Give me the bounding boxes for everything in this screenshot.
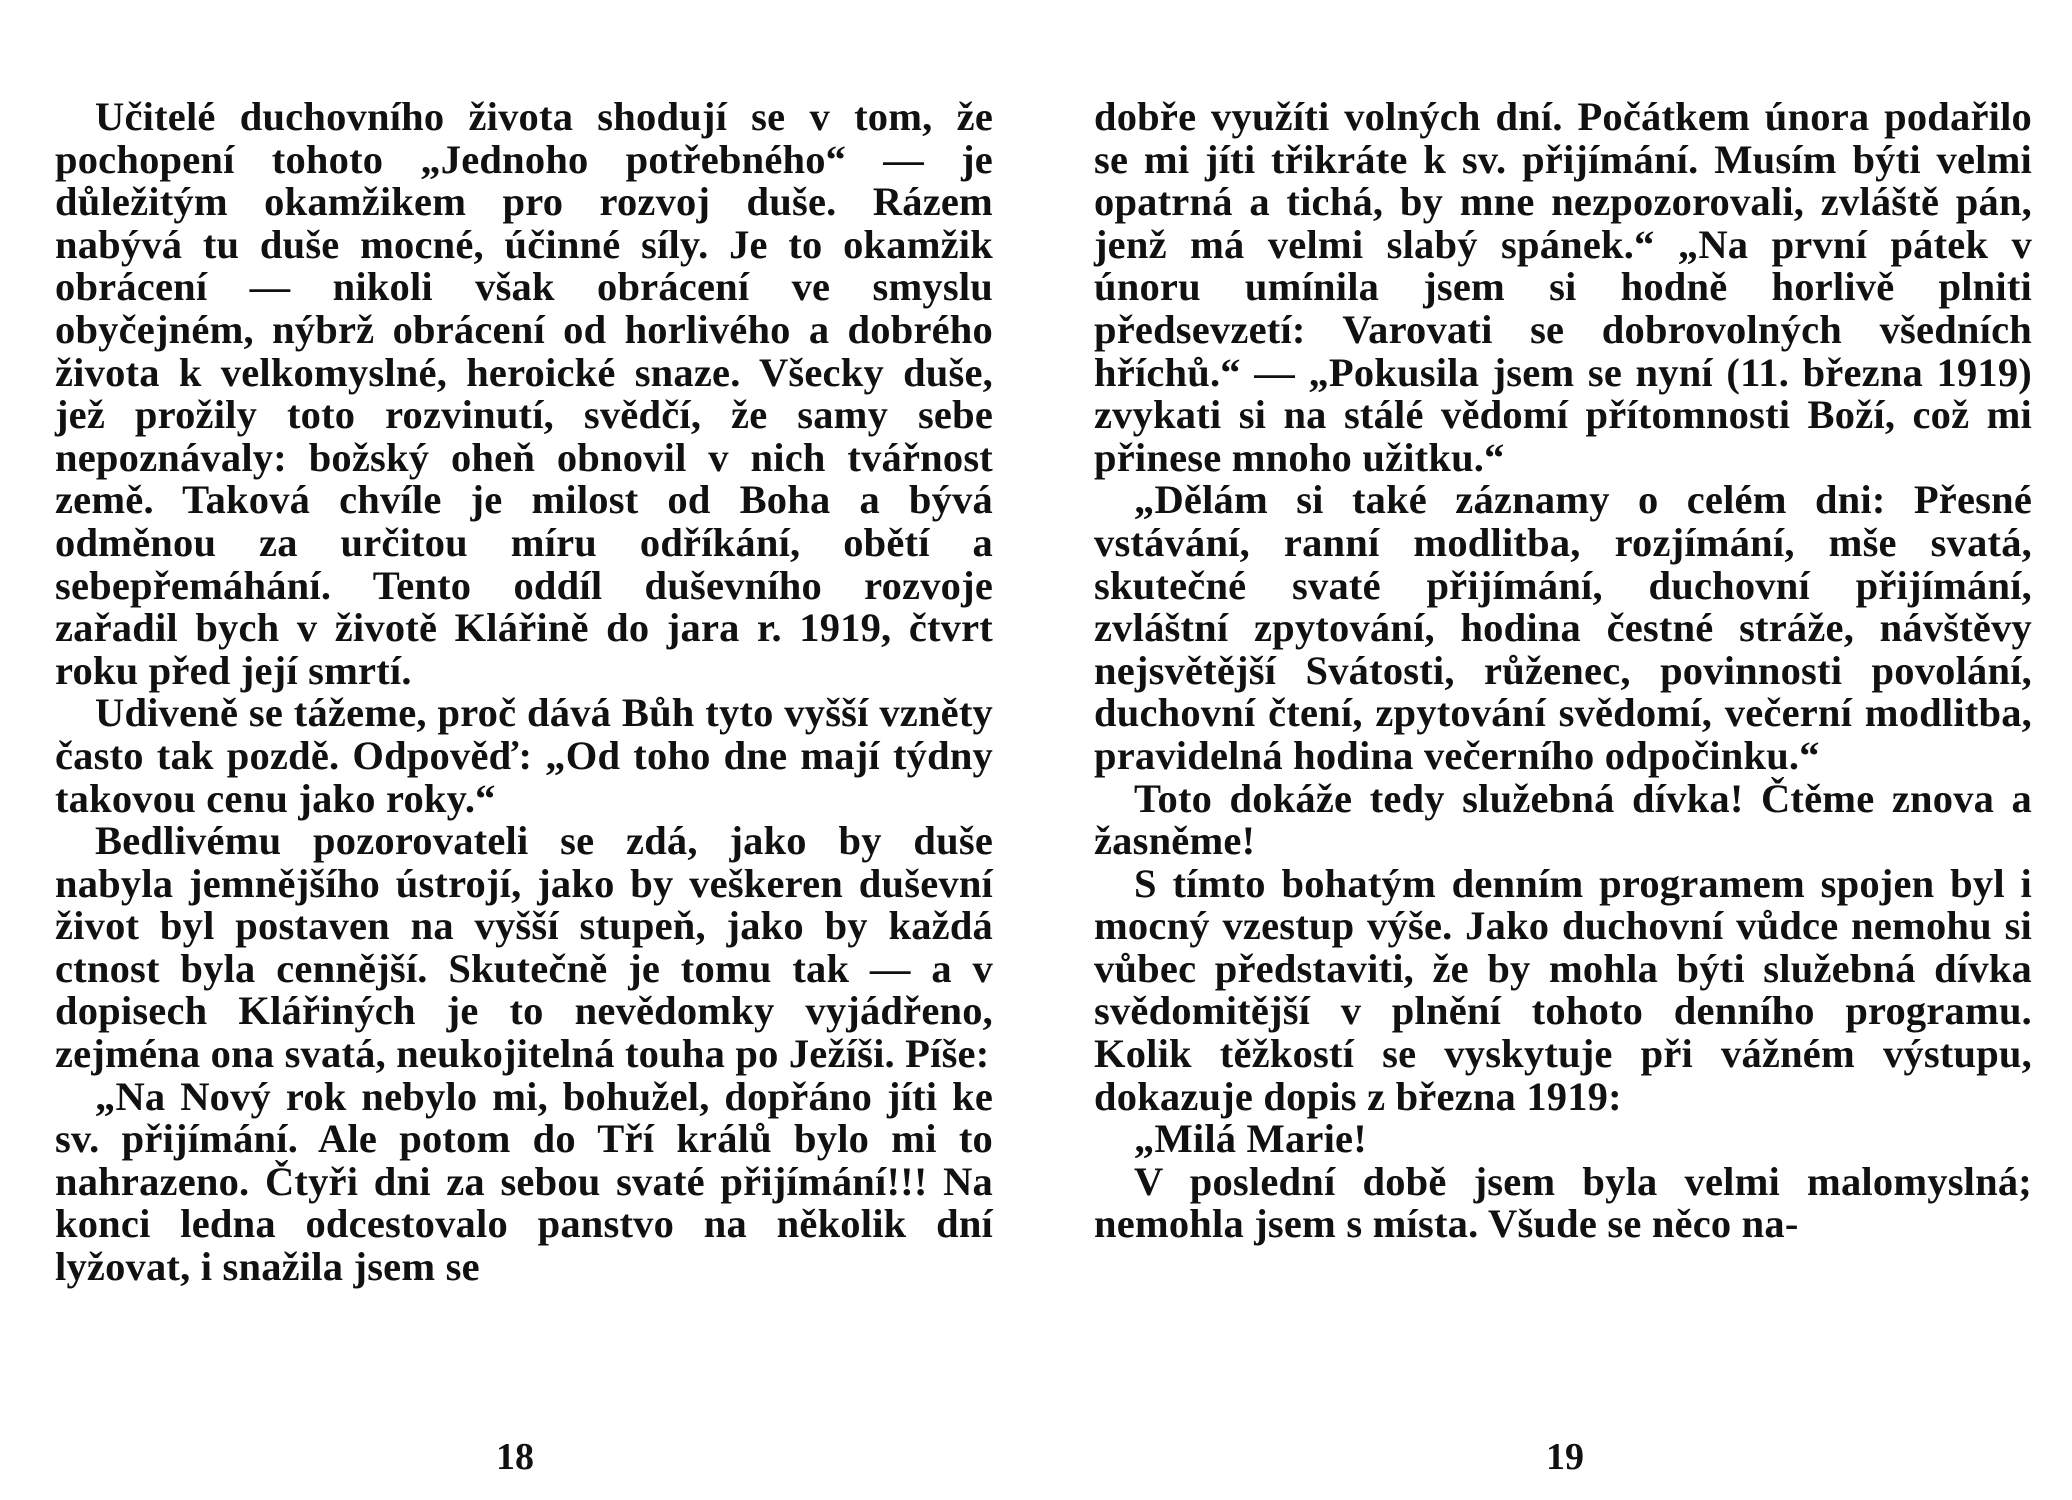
paragraph: S tímto bohatým denním programem spojen byl i mocný vzestup výše. Jako duchovní vůdce nemohu si vůbec představiti, že by mohla býti služebná dívka svědomitější v plnění tohoto denního programu. Kolik těžkostí se vyskytuje při vážném výstupu, dokazuje dopis z března 1919: <box>1094 860 2032 1119</box>
paragraph: „Dělám si také záznamy o celém dni: Přesné vstávání, ranní modlitba, rozjímání, mše svatá, skutečné svaté přijímání, duchovní přijímání, zvláštní zpytování, hodina čestné stráže, návštěvy nejsvětější Svátosti, růženec, povinnosti povolání, duchovní čtení, zpytování svědomí, večerní modlitba, pravidelná hodina večerního odpočinku.“ <box>1094 477 2032 778</box>
right-page <box>1094 96 2032 1246</box>
paragraph: V poslední době jsem byla velmi malomyslná; nemohla jsem s místa. Všude se něco na- <box>1094 1158 2032 1247</box>
paragraph: Bedlivému pozorovateli se zdá, jako by duše nabyla jemnějšího ústrojí, jako by veškeren duševní život byl postaven na vyšší stupeň, jako by každá ctnost byla cennější. Skutečně je tomu tak — a v dopisech Klářiných je to nevědomky vyjádřeno, zejména ona svatá, neukojitelná touha po Ježíši. Píše: <box>55 818 993 1077</box>
paragraph: Udiveně se tážeme, proč dává Bůh tyto vyšší vzněty často tak pozdě. Odpověď: „Od toho dne mají týdny takovou cenu jako roky.“ <box>55 690 993 821</box>
paragraph: Učitelé duchovního života shodují se v tom, že pochopení tohoto „Jednoho potřebného“ — je důležitým okamžikem pro rozvoj duše. Rázem nabývá tu duše mocné, účinné síly. Je to okamžik obrácení — nikoli však obrácení ve smyslu obyčejném, nýbrž obrácení od horlivého a dobrého života k velkomyslné, heroické snaze. Všecky duše, jež prožily toto rozvinutí, svědčí, že samy sebe nepoznávaly: božský oheň obnovil v nich tvářnost země. Taková chvíle je milost od Boha a bývá odměnou za určitou míru odříkání, obětí a sebepřemáhání. Tento oddíl duševního rozvoje zařadil bych v životě Klářině do jara r. 1919, čtvrt roku před její smrtí. <box>55 94 993 693</box>
left-page <box>55 96 993 1289</box>
page-number-left: 18 <box>496 1436 534 1478</box>
left-page-text <box>55 96 993 1289</box>
paragraph: Toto dokáže tedy služebná dívka! Čtěme znova a žasněme! <box>1094 775 2032 864</box>
right-page-text <box>1094 96 2032 1246</box>
paragraph-continuation: dobře využíti volných dní. Počátkem února podařilo se mi jíti třikráte k sv. přijímání. Musím býti velmi opatrná a tichá, by mne nezpozorovali, zvláště pán, jenž má velmi slabý spánek.“ „Na první pátek v únoru umínila jsem si hodně horlivě plniti předsevzetí: Varovati se dobrovolných všedních hříchů.“ — „Pokusila jsem se nyní (11. března 1919) zvykati si na stálé vědomí přítomnosti Boží, což mi přinese mnoho užitku.“ <box>1094 94 2032 480</box>
paragraph: „Na Nový rok nebylo mi, bohužel, dopřáno jíti ke sv. přijímání. Ale potom do Tří králů bylo mi to nahrazeno. Čtyři dni za sebou svaté přijímání!!! Na konci ledna odcestovalo panstvo na několik dní lyžovat, i snažila jsem se <box>55 1073 993 1290</box>
paragraph: „Milá Marie! <box>1134 1116 1367 1162</box>
page-number-right: 19 <box>1546 1436 1584 1478</box>
